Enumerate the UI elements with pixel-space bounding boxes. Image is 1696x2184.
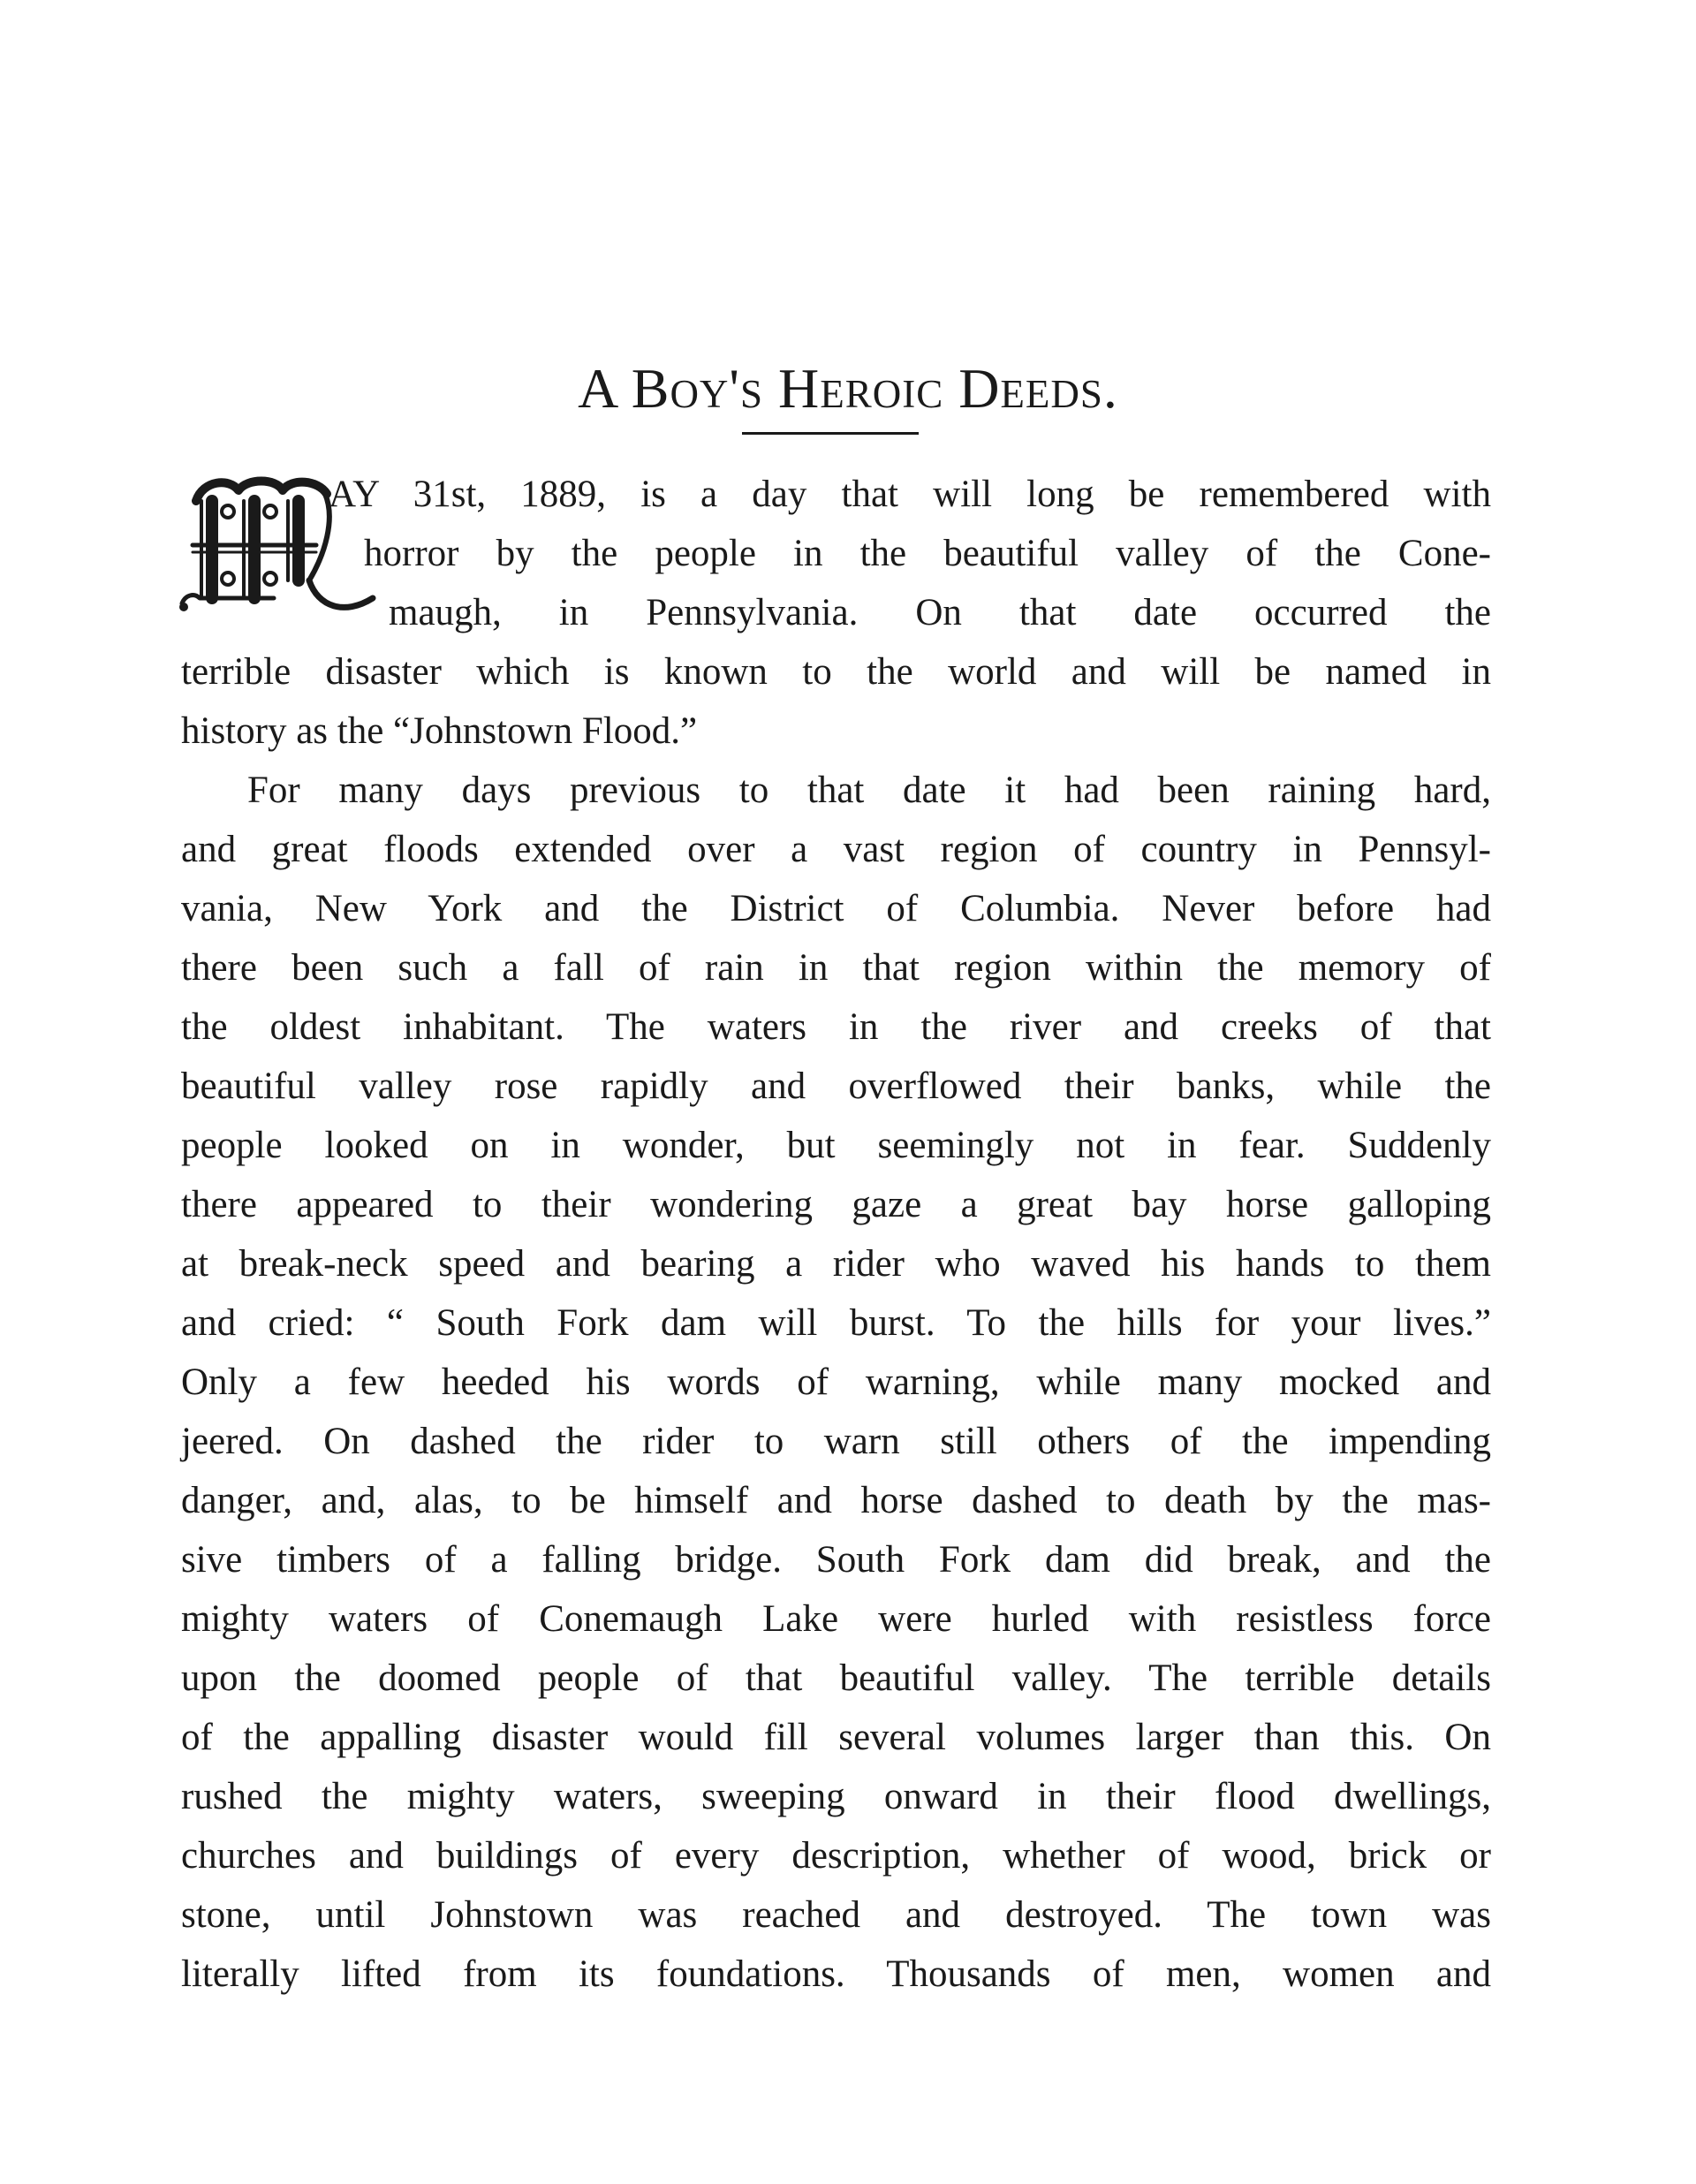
text-line: terrible disaster which is known to the world and will be named in bbox=[181, 651, 1491, 693]
text-line: rushed the mighty waters, sweeping onward in their flood dwellings, bbox=[181, 1776, 1491, 1817]
text-line: stone, until Johnstown was reached and destroyed. The town was bbox=[181, 1894, 1491, 1936]
text-line: and cried: “ South Fork dam will burst. To the hills for your lives.” bbox=[181, 1302, 1491, 1344]
text-line: Only a few heeded his words of warning, while many mocked and bbox=[181, 1361, 1491, 1403]
text-line: For many days previous to that date it had been raining hard, bbox=[247, 770, 1491, 811]
text-line: vania, New York and the District of Columbia. Never before had bbox=[181, 888, 1491, 929]
text-line: churches and buildings of every description, whether of wood, brick or bbox=[181, 1835, 1491, 1877]
text-line: people looked on in wonder, but seemingly not in fear. Suddenly bbox=[181, 1125, 1491, 1166]
text-line: of the appalling disaster would fill several volumes larger than this. On bbox=[181, 1717, 1491, 1758]
title-underline bbox=[742, 432, 919, 435]
text-line: the oldest inhabitant. The waters in the river and creeks of that bbox=[181, 1006, 1491, 1048]
text-line: mighty waters of Conemaugh Lake were hurled with resistless force bbox=[181, 1598, 1491, 1640]
text-line: there been such a fall of rain in that region within the memory of bbox=[181, 947, 1491, 989]
text-line: there appeared to their wondering gaze a great bay horse galloping bbox=[181, 1184, 1491, 1225]
text-line: sive timbers of a falling bridge. South Fork dam did break, and the bbox=[181, 1539, 1491, 1581]
text-line: beautiful valley rose rapidly and overflowed their banks, while the bbox=[181, 1065, 1491, 1107]
text-line: danger, and, alas, to be himself and horse dashed to death by the mas- bbox=[181, 1480, 1491, 1521]
text-line: jeered. On dashed the rider to warn still others of the impending bbox=[181, 1421, 1491, 1462]
text-line: literally lifted from its foundations. Thousands of men, women and bbox=[181, 1953, 1491, 1995]
text-line: history as the “Johnstown Flood.” bbox=[181, 710, 698, 752]
chapter-title: A Boy's Heroic Deeds. bbox=[578, 356, 1118, 420]
text-line: AY 31st, 1889, is a day that will long be remembered with bbox=[329, 474, 1491, 515]
text-line: maugh, in Pennsylvania. On that date occurred the bbox=[389, 592, 1491, 633]
text-line: horror by the people in the beautiful valley of the Cone- bbox=[364, 533, 1491, 574]
text-line: upon the doomed people of that beautiful valley. The terrible details bbox=[181, 1657, 1491, 1699]
text-line: and great floods extended over a vast region of country in Pennsyl- bbox=[181, 829, 1491, 870]
text-line: at break-neck speed and bearing a rider who waved his hands to them bbox=[181, 1243, 1491, 1285]
